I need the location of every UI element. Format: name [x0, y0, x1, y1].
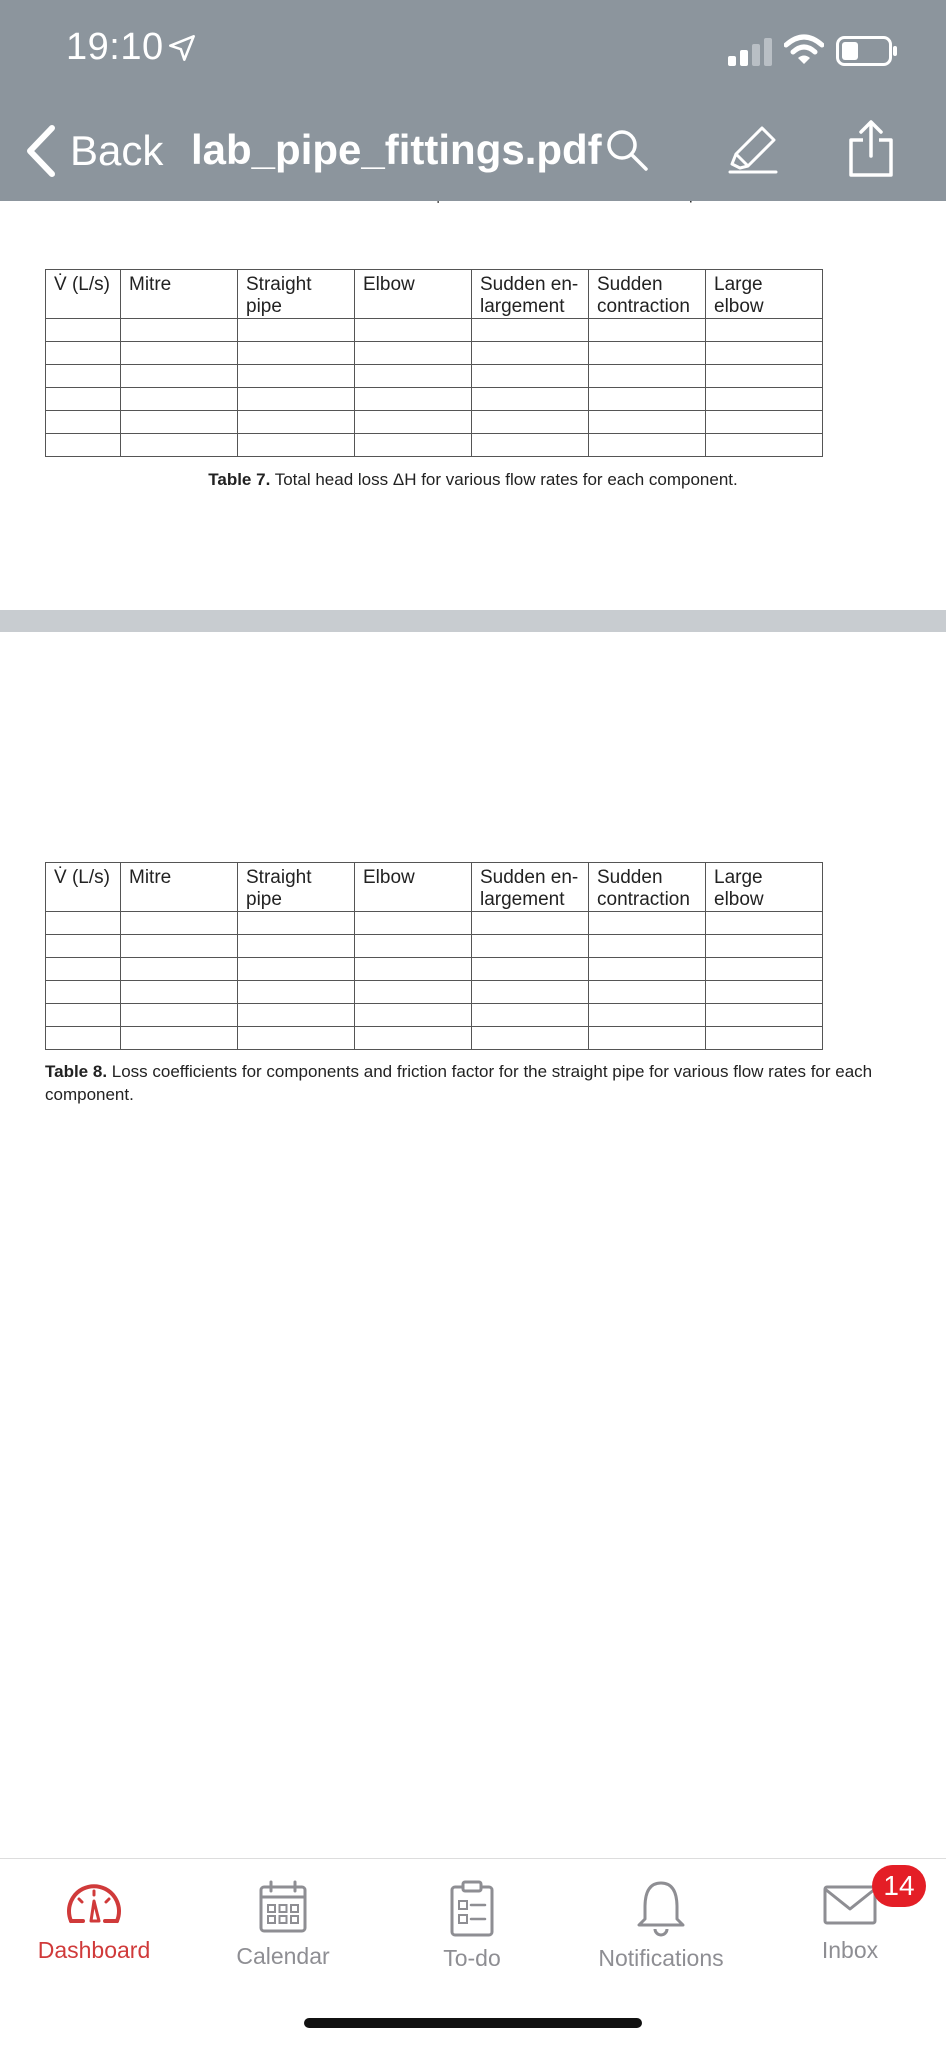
- header-straight-pipe: Straight pipe: [238, 270, 355, 319]
- table8-caption: [45, 1060, 885, 1106]
- tab-label-dashboard: Dashboard: [37, 1937, 151, 1963]
- total-head-loss-table: [45, 862, 823, 1050]
- head-loss-table: [45, 269, 823, 457]
- header-flow-rate: V̇ (L/s): [46, 863, 121, 912]
- table8-caption-text: Loss coefficients for components and friction factor for the straight pipe for various flow rates for each component.: [45, 1062, 873, 1104]
- table-row: [46, 365, 823, 388]
- chevron-left-icon: [26, 125, 56, 177]
- header-large-elbow: Large elbow: [706, 270, 823, 319]
- header-sudden-contraction: Sudden contraction: [589, 863, 706, 912]
- gauge-icon: [63, 1879, 125, 1929]
- table-row: [46, 935, 823, 958]
- table8-caption-label: Table 8.: [45, 1062, 108, 1081]
- tab-todo[interactable]: [382, 1879, 562, 1999]
- highlighter-icon[interactable]: [728, 124, 778, 174]
- header-sudden-contraction: Sudden contraction: [589, 270, 706, 319]
- table-row: [46, 912, 823, 935]
- tab-label-inbox: Inbox: [821, 1937, 879, 1963]
- table-header-row: [46, 270, 823, 319]
- tab-calendar[interactable]: [193, 1879, 373, 1999]
- tab-label-todo: To-do: [443, 1945, 501, 1971]
- table-header-row: [46, 863, 823, 912]
- tab-label-notifications: Notifications: [598, 1945, 724, 1971]
- header-mitre: Mitre: [121, 270, 238, 319]
- share-icon[interactable]: [846, 120, 896, 178]
- document-title: lab_pipe_fittings.pdf: [191, 126, 602, 173]
- header-elbow: Elbow: [355, 863, 472, 912]
- header-elbow: Elbow: [355, 270, 472, 319]
- table-row: [46, 319, 823, 342]
- table-row: [46, 981, 823, 1004]
- table-row: [46, 434, 823, 457]
- back-label: Back: [70, 127, 164, 174]
- table-row: [46, 388, 823, 411]
- table7-caption-label: Table 7.: [208, 470, 271, 489]
- battery-icon: [836, 36, 898, 66]
- page-separator: [0, 610, 946, 632]
- table7-caption-text: Total head loss ΔH for various flow rates for each component.: [270, 470, 738, 489]
- header-mitre: Mitre: [121, 863, 238, 912]
- table-row: [46, 342, 823, 365]
- back-button[interactable]: [26, 124, 163, 178]
- cellular-signal-icon: [728, 38, 772, 66]
- calendar-icon: [258, 1879, 308, 1935]
- table-row: [46, 1027, 823, 1050]
- status-time: 19:10: [66, 26, 164, 68]
- location-arrow-icon: [168, 34, 196, 62]
- bell-icon: [634, 1879, 688, 1937]
- search-icon[interactable]: [605, 128, 649, 172]
- table-row: [46, 958, 823, 981]
- clipboard-icon: [447, 1879, 497, 1937]
- tab-dashboard[interactable]: [4, 1879, 184, 1999]
- header-flow-rate: V̇ (L/s): [46, 270, 121, 319]
- header-sudden-enlargement: Sudden en-largement: [472, 270, 589, 319]
- home-indicator: [304, 2018, 642, 2028]
- tab-label-calendar: Calendar: [236, 1943, 330, 1969]
- envelope-icon: [822, 1879, 878, 1929]
- header-straight-pipe: Straight pipe: [238, 863, 355, 912]
- table-row: [46, 411, 823, 434]
- header-sudden-enlargement: Sudden en-largement: [472, 863, 589, 912]
- table-row: [46, 1004, 823, 1027]
- inbox-badge: 14: [872, 1865, 926, 1907]
- tab-notifications[interactable]: [571, 1879, 751, 1999]
- header-large-elbow: Large elbow: [706, 863, 823, 912]
- table7-caption: [0, 468, 946, 491]
- top-bar: [0, 0, 946, 201]
- wifi-icon: [784, 34, 824, 66]
